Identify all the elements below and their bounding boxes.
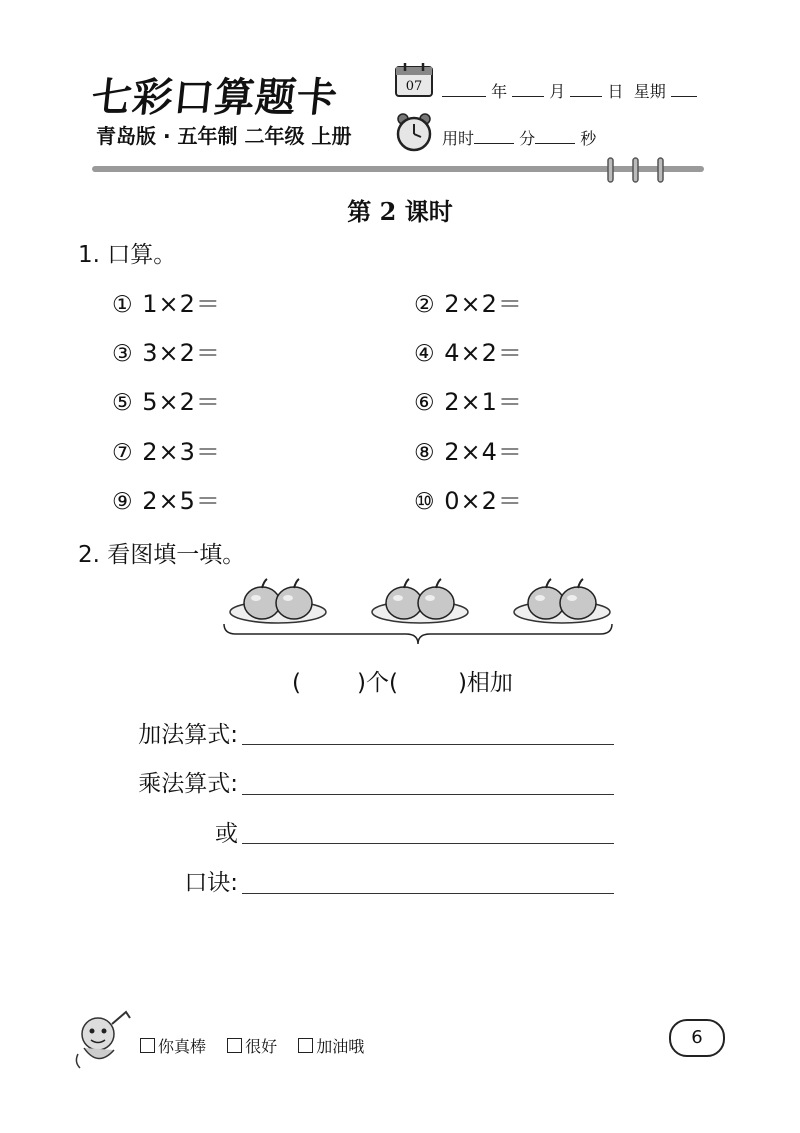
mascot-icon xyxy=(70,1008,136,1072)
rating-option-good[interactable]: 很好 xyxy=(227,1037,277,1056)
date-fill[interactable]: 年 月 日 星期 xyxy=(442,79,697,102)
page-number: 6 xyxy=(669,1019,725,1057)
curly-brace xyxy=(224,624,612,644)
plate-group-2 xyxy=(372,579,468,623)
problem-5: ⑤ 5×2＝ xyxy=(112,388,221,416)
problem-3: ③ 3×2＝ xyxy=(112,339,221,367)
problem-8: ⑧ 2×4＝ xyxy=(414,438,523,466)
rhyme-label: 口诀: xyxy=(184,870,238,896)
rating-option-keep-going[interactable]: 加油哦 xyxy=(298,1037,364,1056)
addition-label: 加法算式: xyxy=(138,722,238,748)
multiplication-answer-line[interactable] xyxy=(242,794,614,795)
multiplication-alt-answer-line[interactable] xyxy=(242,843,614,844)
section2-title: 2. 看图填一填。 xyxy=(78,542,246,568)
multiplication-label: 乘法算式: xyxy=(138,771,238,797)
fill-blank-sentence[interactable]: ( )个( )相加 xyxy=(292,670,513,696)
rating-option-great[interactable]: 你真棒 xyxy=(140,1037,206,1056)
addition-answer-line[interactable] xyxy=(242,744,614,745)
apple-plates-illustration xyxy=(222,578,614,658)
plate-group-1 xyxy=(230,579,326,623)
problem-7: ⑦ 2×3＝ xyxy=(112,438,221,466)
problem-9: ⑨ 2×5＝ xyxy=(112,487,221,515)
binder-rings-icon xyxy=(600,156,680,186)
checkbox-icon xyxy=(140,1038,155,1053)
edition-label: 青岛版 · 五年制 二年级 上册 xyxy=(96,124,352,148)
problem-2: ② 2×2＝ xyxy=(414,290,523,318)
calendar-day: 07 xyxy=(405,79,423,94)
problem-4: ④ 4×2＝ xyxy=(414,339,523,367)
clock-icon xyxy=(394,112,434,152)
self-rating xyxy=(140,1034,380,1057)
plate-group-3 xyxy=(514,579,610,623)
calendar-icon xyxy=(394,62,434,98)
problem-6: ⑥ 2×1＝ xyxy=(414,388,523,416)
section1-title: 1. 口算。 xyxy=(78,242,177,268)
time-fill[interactable]: 用时 分 秒 xyxy=(442,129,597,148)
lesson-title: 第 2 课时 xyxy=(347,197,453,226)
brand-title: 七彩口算题卡 xyxy=(89,74,341,121)
or-label: 或 xyxy=(215,821,238,847)
problem-10: ⑩ 0×2＝ xyxy=(414,487,523,515)
checkbox-icon xyxy=(298,1038,313,1053)
rhyme-answer-line[interactable] xyxy=(242,893,614,894)
problem-1: ① 1×2＝ xyxy=(112,290,221,318)
checkbox-icon xyxy=(227,1038,242,1053)
